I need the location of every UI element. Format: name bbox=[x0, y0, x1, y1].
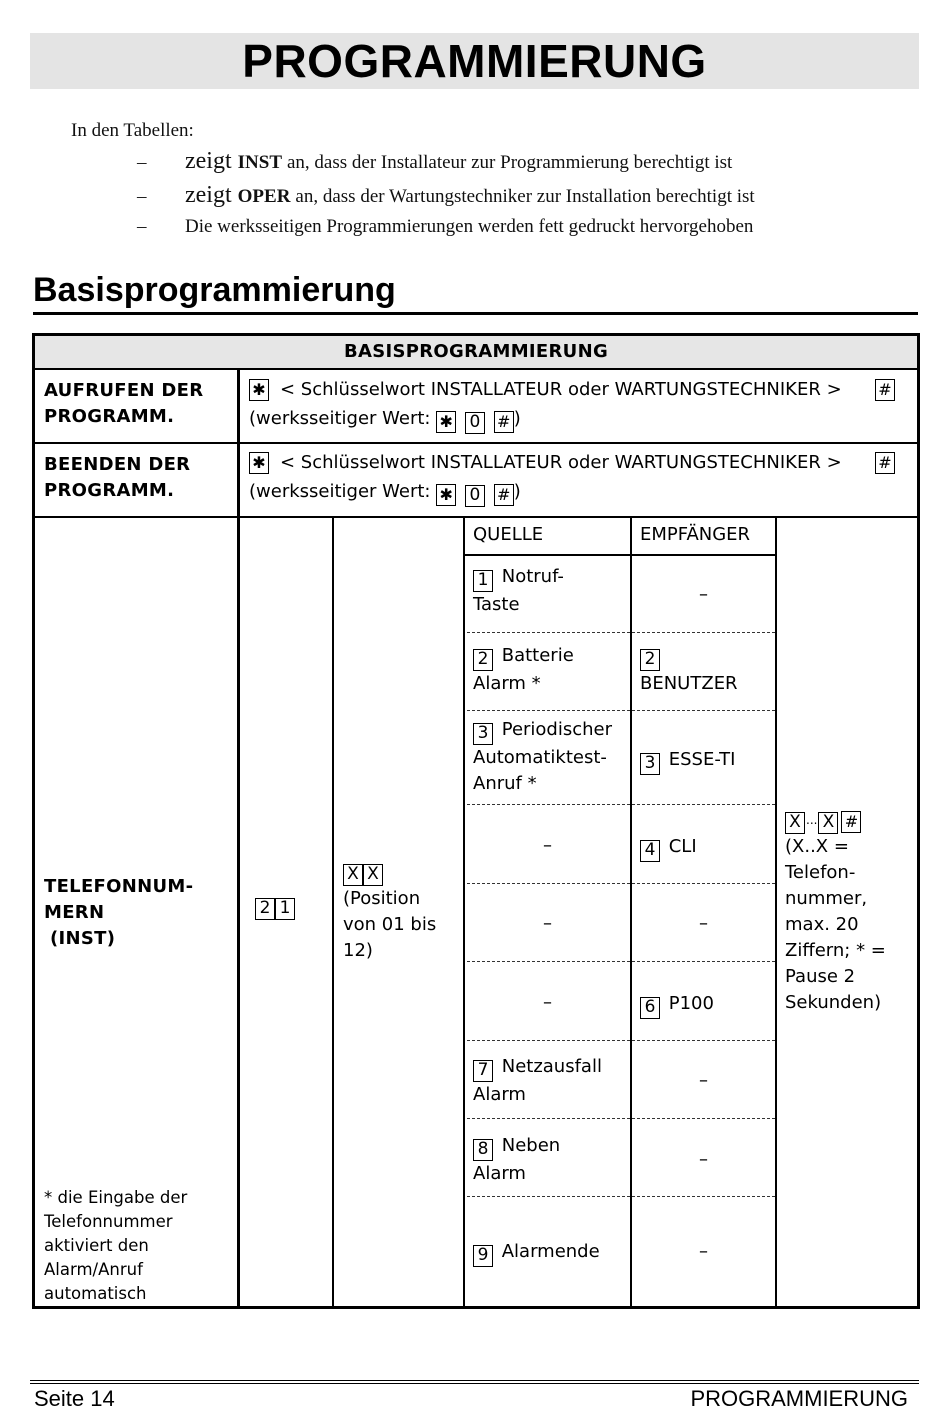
star-key-icon: ✱ bbox=[436, 411, 456, 433]
row-label-line: BEENDEN DER bbox=[44, 454, 191, 475]
column-divider bbox=[332, 516, 334, 1306]
receiver-item: – bbox=[699, 1241, 708, 1262]
row-content-aufrufen bbox=[249, 376, 909, 434]
bullet-text: an, dass der Installateur zur Programmierung berechtigt ist bbox=[287, 152, 733, 173]
source-label: Netzausfall bbox=[501, 1056, 602, 1077]
number-line: Sekunden) bbox=[785, 991, 882, 1013]
hash-key-icon: # bbox=[494, 484, 514, 506]
source-label: Taste bbox=[473, 593, 520, 615]
x-key-icon: X bbox=[343, 864, 363, 886]
row-label-aufrufen bbox=[44, 378, 234, 430]
row-label-line: PROGRAMM. bbox=[44, 406, 175, 427]
number-line: nummer, bbox=[785, 887, 868, 909]
dashed-divider bbox=[467, 632, 775, 633]
dashed-divider bbox=[467, 883, 775, 884]
dashed-divider bbox=[467, 1118, 775, 1119]
number-line: Telefon- bbox=[785, 861, 856, 883]
source-label: Notruf- bbox=[501, 566, 564, 587]
note-line: Alarm/Anruf bbox=[44, 1260, 143, 1279]
number-line: max. 20 bbox=[785, 913, 859, 935]
keyword-text: < Schlüsselwort INSTALLATEUR oder WARTUNGSTECHNIKER > bbox=[280, 379, 842, 400]
hash-key-icon: # bbox=[494, 411, 514, 433]
receiver-item: – bbox=[699, 1070, 708, 1091]
table-header: BASISPROGRAMMIERUNG bbox=[35, 336, 917, 370]
star-key-icon: ✱ bbox=[249, 379, 269, 401]
row-divider bbox=[35, 442, 917, 444]
source-label: Alarm * bbox=[473, 672, 541, 694]
bullet-dash: – bbox=[137, 216, 147, 237]
source-item bbox=[473, 717, 630, 797]
receiver-item: – bbox=[699, 1149, 708, 1170]
footer-section: PROGRAMMIERUNG bbox=[690, 1386, 908, 1411]
note-line: Telefonnummer bbox=[44, 1212, 173, 1231]
source-item: – bbox=[543, 913, 552, 934]
dashed-divider bbox=[467, 804, 775, 805]
dashed-divider bbox=[467, 1040, 775, 1041]
digit-7-key-icon: 7 bbox=[473, 1060, 493, 1082]
source-item bbox=[473, 643, 628, 697]
row-divider bbox=[464, 554, 775, 556]
digit-9-key-icon: 9 bbox=[473, 1245, 493, 1267]
receiver-label: BENUTZER bbox=[640, 672, 738, 694]
intro bbox=[71, 120, 911, 246]
number-line: Pause 2 bbox=[785, 965, 856, 987]
position-line: von 01 bis bbox=[343, 913, 437, 935]
programming-table bbox=[32, 333, 920, 1309]
dashed-divider bbox=[467, 710, 775, 711]
row-label-beenden bbox=[44, 452, 234, 504]
hash-key-icon: # bbox=[841, 811, 861, 833]
source-label: Anruf * bbox=[473, 772, 537, 794]
row-label-line: MERN bbox=[44, 902, 105, 923]
bullet-bold: OPER bbox=[237, 186, 291, 207]
dashed-divider bbox=[467, 1196, 775, 1197]
digit-3-key-icon: 3 bbox=[473, 723, 493, 745]
row-label-line: PROGRAMM. bbox=[44, 480, 175, 501]
bullet-word: zeigt bbox=[185, 182, 232, 208]
column-header-quelle: QUELLE bbox=[473, 524, 544, 545]
digit-3-key-icon: 3 bbox=[640, 753, 660, 775]
number-cell bbox=[785, 806, 913, 1016]
note-line: * die Eingabe der bbox=[44, 1188, 188, 1207]
x-key-icon: X bbox=[363, 864, 383, 886]
receiver-item bbox=[640, 991, 773, 1019]
digit-2-key-icon: 2 bbox=[473, 649, 493, 671]
digit-6-key-icon: 6 bbox=[640, 997, 660, 1019]
source-label: Alarm bbox=[473, 1162, 526, 1184]
x-key-icon: X bbox=[785, 812, 805, 834]
receiver-item bbox=[640, 643, 773, 697]
footer-rule bbox=[30, 1380, 919, 1381]
dashed-divider bbox=[467, 961, 775, 962]
row-label-line: AUFRUFEN DER bbox=[44, 380, 204, 401]
bullet-text: an, dass der Wartungstechniker zur Installation berechtigt ist bbox=[295, 186, 755, 207]
code-keys bbox=[255, 894, 325, 920]
intro-bullet bbox=[137, 182, 911, 216]
section-title: Basisprogrammierung bbox=[33, 268, 918, 315]
row-label-telefon bbox=[44, 874, 234, 952]
number-line: Ziffern; * = bbox=[785, 939, 886, 961]
digit-2-key-icon: 2 bbox=[640, 649, 660, 671]
bullet-text: Die werksseitigen Programmierungen werden fett gedruckt hervorgehoben bbox=[185, 216, 754, 237]
receiver-item bbox=[640, 747, 773, 775]
receiver-label: CLI bbox=[668, 836, 697, 857]
source-label: Periodischer bbox=[501, 719, 613, 740]
receiver-label: ESSE-TI bbox=[668, 749, 736, 770]
receiver-item: – bbox=[699, 913, 708, 934]
zero-key-icon: 0 bbox=[465, 485, 485, 507]
digit-8-key-icon: 8 bbox=[473, 1139, 493, 1161]
source-label: Automatiktest- bbox=[473, 746, 607, 768]
position-line: 12) bbox=[343, 939, 373, 961]
source-item: – bbox=[543, 992, 552, 1013]
x-key-icon: X bbox=[818, 812, 838, 834]
bullet-dash: – bbox=[137, 186, 147, 207]
page-number: Seite 14 bbox=[34, 1386, 115, 1411]
position-cell bbox=[343, 858, 461, 964]
source-item bbox=[473, 564, 628, 618]
page-title: PROGRAMMIERUNG bbox=[30, 33, 919, 89]
position-line: (Position bbox=[343, 887, 421, 909]
default-prefix: (werksseitiger Wert: bbox=[249, 481, 431, 502]
bullet-dash: – bbox=[137, 152, 147, 173]
bullet-bold: INST bbox=[237, 152, 282, 173]
intro-bullet bbox=[137, 216, 911, 246]
note-line: automatisch bbox=[44, 1284, 147, 1303]
row-divider bbox=[35, 516, 917, 518]
zero-key-icon: 0 bbox=[465, 412, 485, 434]
default-suffix: ) bbox=[513, 408, 521, 429]
number-line: (X..X = bbox=[785, 835, 849, 857]
digit-1-key-icon: 1 bbox=[275, 898, 295, 920]
receiver-item bbox=[640, 834, 773, 862]
receiver-item: – bbox=[699, 584, 708, 605]
source-label: Alarm bbox=[473, 1083, 526, 1105]
source-label: Alarmende bbox=[501, 1241, 600, 1262]
hash-key-icon: # bbox=[875, 379, 895, 401]
column-header-empfaenger: EMPFÄNGER bbox=[640, 524, 751, 545]
source-label: Batterie bbox=[501, 645, 574, 666]
row-content-beenden bbox=[249, 449, 909, 507]
digit-4-key-icon: 4 bbox=[640, 840, 660, 862]
source-item bbox=[473, 1133, 628, 1187]
telefon-note bbox=[44, 1186, 234, 1306]
ellipsis: ... bbox=[806, 813, 818, 827]
intro-bullet bbox=[137, 148, 911, 182]
column-divider bbox=[775, 516, 777, 1306]
column-divider bbox=[237, 370, 240, 1306]
star-key-icon: ✱ bbox=[436, 484, 456, 506]
source-label: Neben bbox=[501, 1135, 561, 1156]
row-label-line: (INST) bbox=[50, 928, 116, 949]
note-line: aktiviert den bbox=[44, 1236, 149, 1255]
digit-2-key-icon: 2 bbox=[255, 898, 275, 920]
source-item bbox=[473, 1054, 628, 1108]
default-prefix: (werksseitiger Wert: bbox=[249, 408, 431, 429]
row-label-line: TELEFONNUM- bbox=[44, 876, 194, 897]
footer-rule bbox=[30, 1383, 919, 1384]
keyword-text: < Schlüsselwort INSTALLATEUR oder WARTUNGSTECHNIKER > bbox=[280, 452, 842, 473]
default-suffix: ) bbox=[513, 481, 521, 502]
star-key-icon: ✱ bbox=[249, 452, 269, 474]
receiver-label: P100 bbox=[668, 993, 714, 1014]
hash-key-icon: # bbox=[875, 452, 895, 474]
source-item bbox=[473, 1239, 628, 1267]
intro-lead: In den Tabellen: bbox=[71, 120, 194, 141]
source-item: – bbox=[543, 835, 552, 856]
bullet-word: zeigt bbox=[185, 148, 232, 174]
digit-1-key-icon: 1 bbox=[473, 570, 493, 592]
